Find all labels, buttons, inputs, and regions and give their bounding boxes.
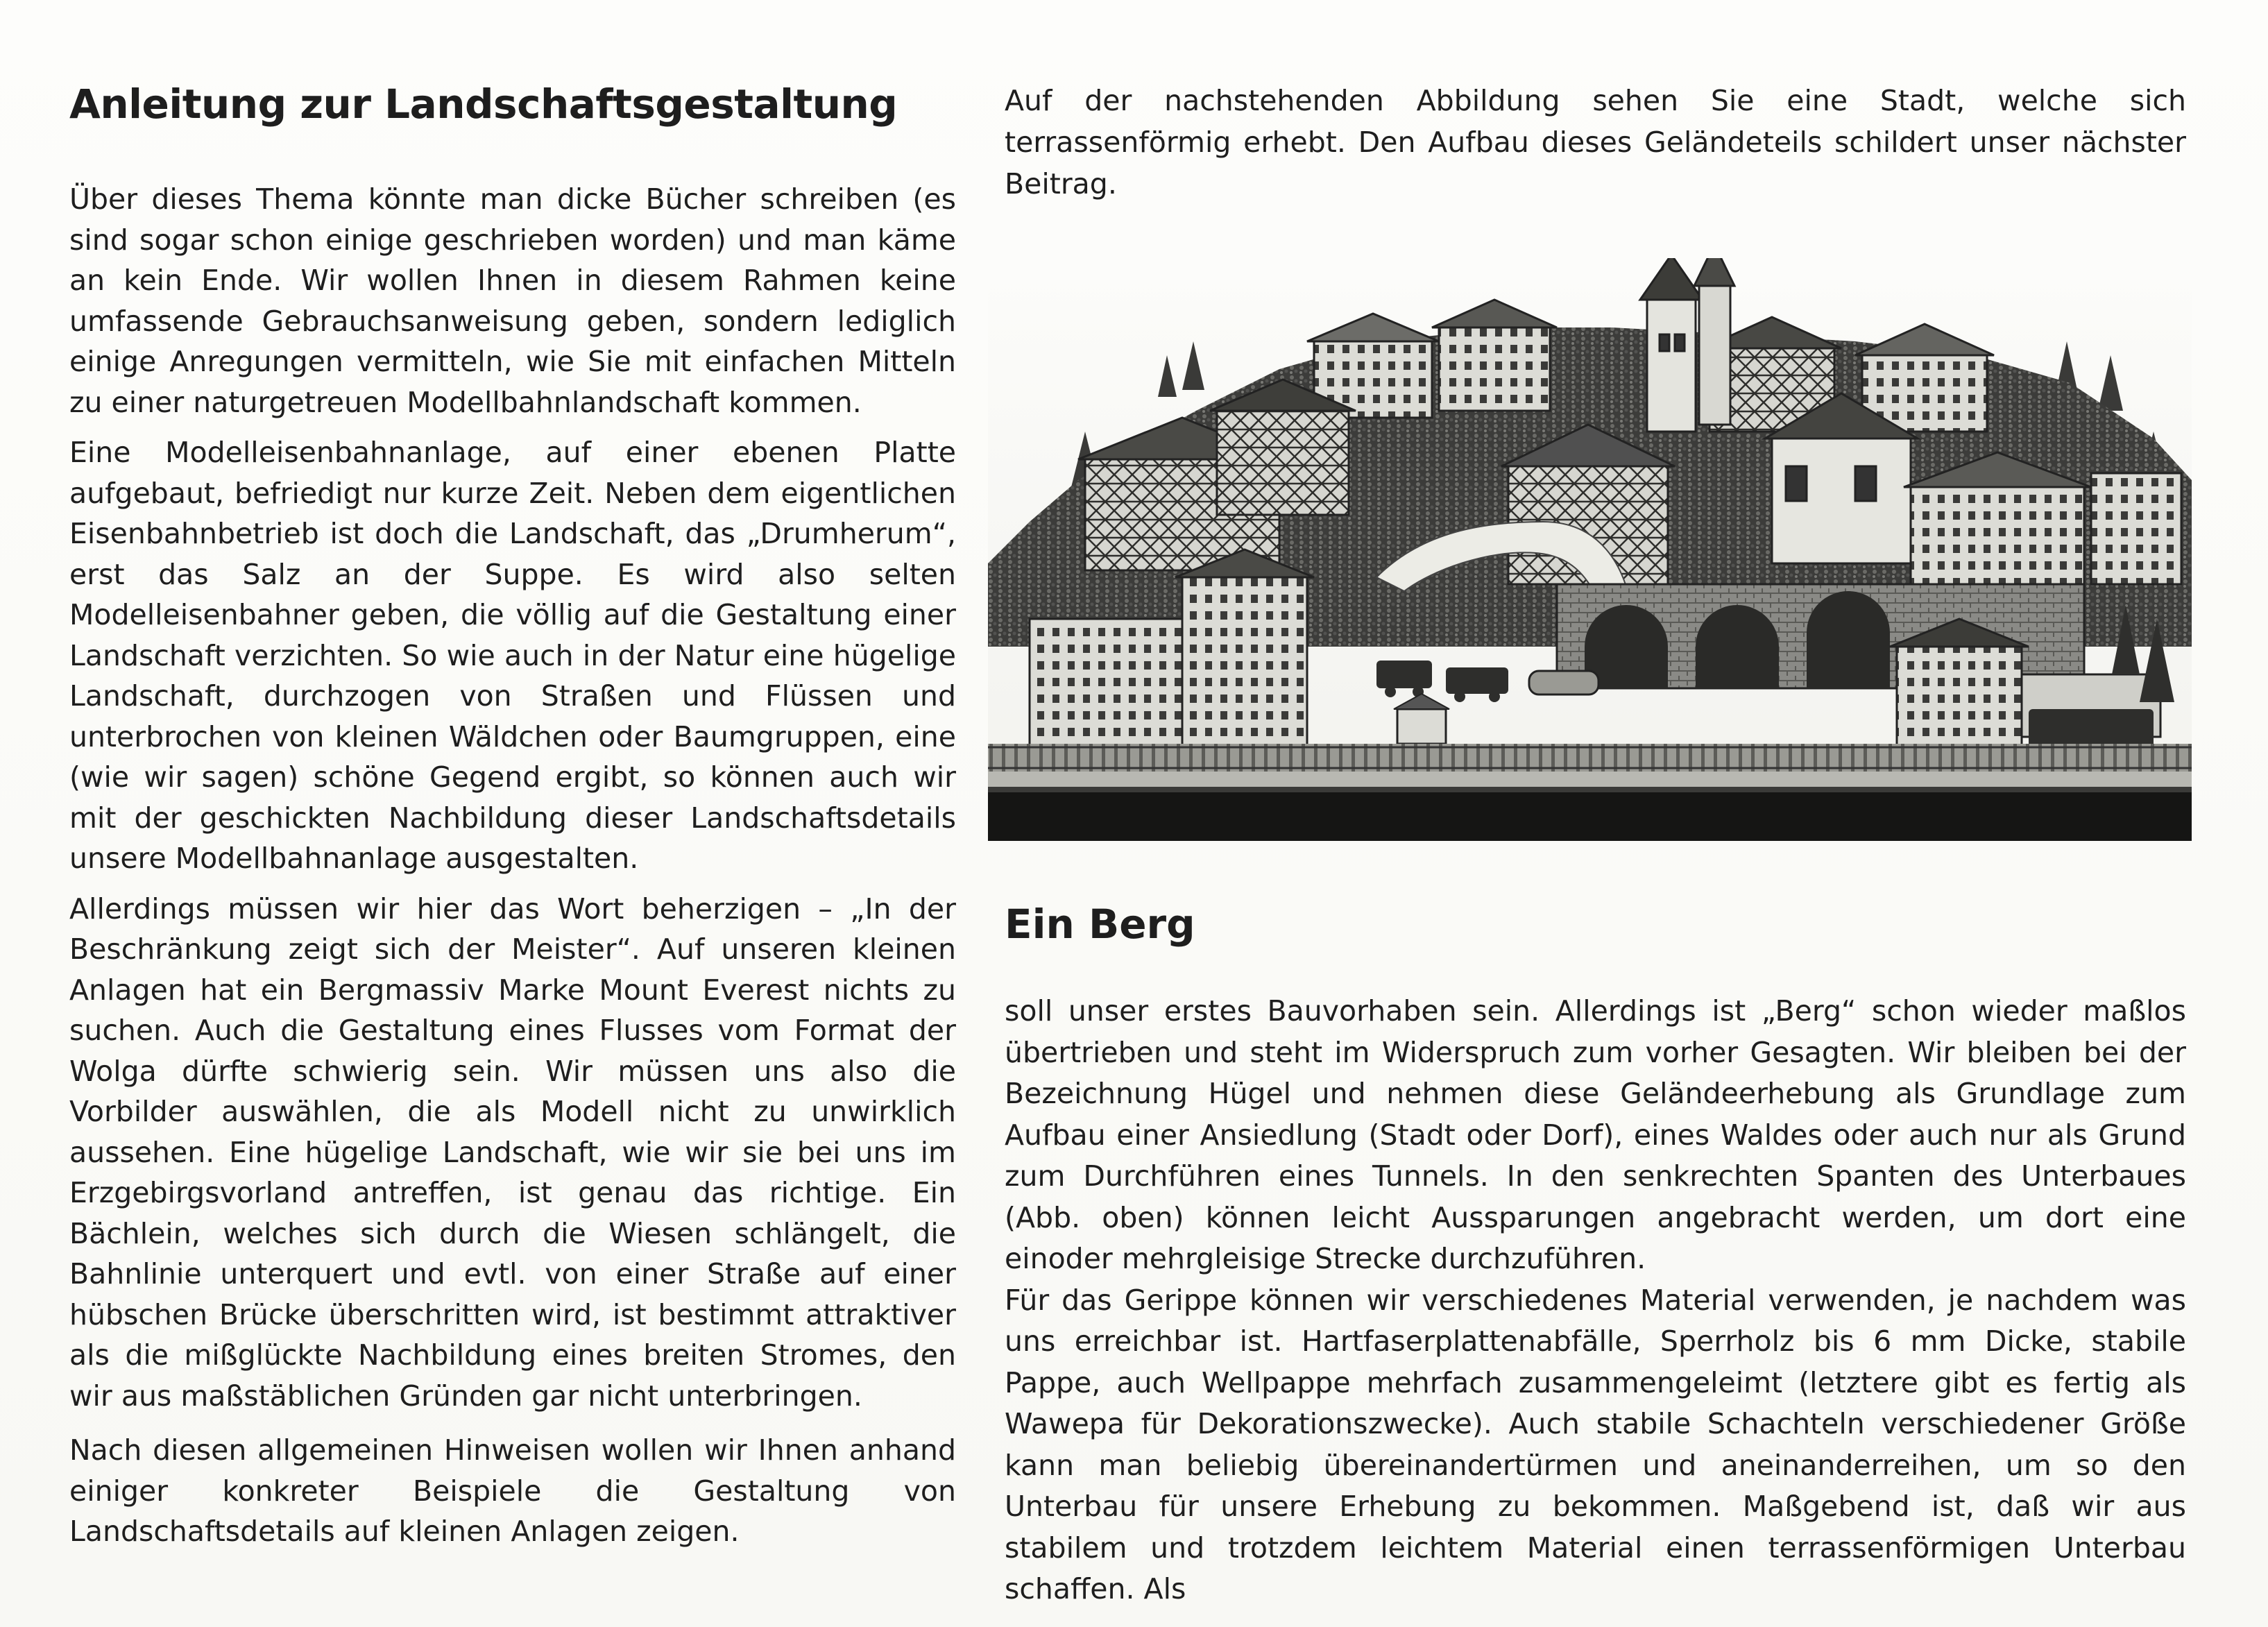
- paragraph-1: Über dieses Thema könnte man dicke Bücher schreiben (es sind sogar schon einige geschrieben worden) und man käme an kein Ende. Wir wollen Ihnen in diesem Rahmen keine umfassende Gebrauchsanweisung geben, sondern lediglich einige Anregungen vermitteln, wie Sie mit einfachen Mitteln zu einer naturgetreuen Modellbahnlandschaft kommen.: [69, 182, 956, 419]
- right-column-caption: [1005, 80, 2186, 205]
- article-title: Anleitung zur Landschaftsgestaltung: [69, 80, 898, 128]
- paragraph-3: Allerdings müssen wir hier das Wort beherzigen – „In der Beschränkung zeigt sich der Meister“. Auf unseren kleinen Anlagen hat ein Bergmassiv Marke Mount Everest nichts zu suchen. Auch die Gestaltung eines Flusses vom Format der Wolga dürfte schwierig sein. Wir müssen uns also die Vorbilder auswählen, die als Modell nicht zu unwirklich aussehen. Eine hügelige Landschaft, wie wir sie bei uns im Erzgebirgsvorland antreffen, ist genau das richtige. Ein Bächlein, welches sich durch die Wiesen schlängelt, die Bahnlinie unterquert und evtl. von einer Straße auf einer hübschen Brücke überschritten wird, ist bestimmt attraktiver als die mißglückte Nachbildung eines breiten Stromes, den wir aus maßstäblichen Gründen gar nicht unterbringen.: [69, 892, 956, 1413]
- right-paragraph-2: Für das Gerippe können wir verschiedenes Material verwenden, je nachdem was uns erreichbar ist. Hartfaserplattenabfälle, Sperrholz bis 6 mm Dicke, stabile Pappe, auch Wellpappe mehrfach zusammengeleimt (letztere gibt es fertig als Wawepa für Dekorationszwecke). Auch stabile Schachteln verschiedener Größe kann man beliebig übereinandertürmen und aneinanderreihen, um so den Unterbau für unsere Erhebung zu bekommen. Maßgebend ist, daß wir aus stabilem und trotzdem leichtem Material einen terrassenförmigen Unterbau schaffen. Als: [1005, 1283, 2186, 1605]
- right-paragraph-1: soll unser erstes Bauvorhaben sein. Allerdings ist „Berg“ schon wieder maßlos übertrieben und steht im Widerspruch zum vorher Gesagten. Wir bleiben bei der Bezeichnung Hügel und nehmen diese Geländeerhebung als Grundlage zum Aufbau einer Ansiedlung (Stadt oder Dorf), eines Waldes oder auch nur als Grund zum Durchführen eines Tunnels. In den senkrechten Spanten des Unterbaues (Abb. oben) können leicht Aussparungen angebracht werden, um dort eine einoder mehrgleisige Strecke durchzuführen.: [1005, 994, 2186, 1275]
- model-town-photo: [988, 258, 2192, 841]
- paragraph-4: Nach diesen allgemeinen Hinweisen wollen wir Ihnen anhand einiger konkreter Beispiele die Gestaltung von Landschaftsdetails auf kleinen Anlagen zeigen.: [69, 1433, 956, 1548]
- left-column: [69, 75, 956, 1562]
- section-title-berg: Ein Berg: [1005, 901, 1195, 948]
- right-column-body: [1005, 991, 2186, 1610]
- figure-caption: Auf der nachstehenden Abbildung sehen Sie eine Stadt, welche sich terrassenförmig erhebt. Den Aufbau dieses Geländeteils schildert unser nächster Beitrag.: [1005, 84, 2186, 201]
- paragraph-2: Eine Modelleisenbahnanlage, auf einer ebenen Platte aufgebaut, befriedigt nur kurze Zeit. Neben dem eigentlichen Eisenbahnbetrieb ist doch die Landschaft, das „Drumherum“, erst das Salz an der Suppe. Es wird also selten Modelleisenbahner geben, die völlig auf die Gestaltung einer Landschaft verzichten. So wie auch in der Natur eine hügelige Landschaft, durchzogen von Straßen und Flüssen und unterbrochen von kleinen Wäldchen oder Baumgruppen, eine (wie wir sagen) schöne Gegend ergibt, so können auch wir mit der geschickten Nachbildung dieser Landschaftsdetails unsere Modellbahnanlage ausgestalten.: [69, 436, 956, 875]
